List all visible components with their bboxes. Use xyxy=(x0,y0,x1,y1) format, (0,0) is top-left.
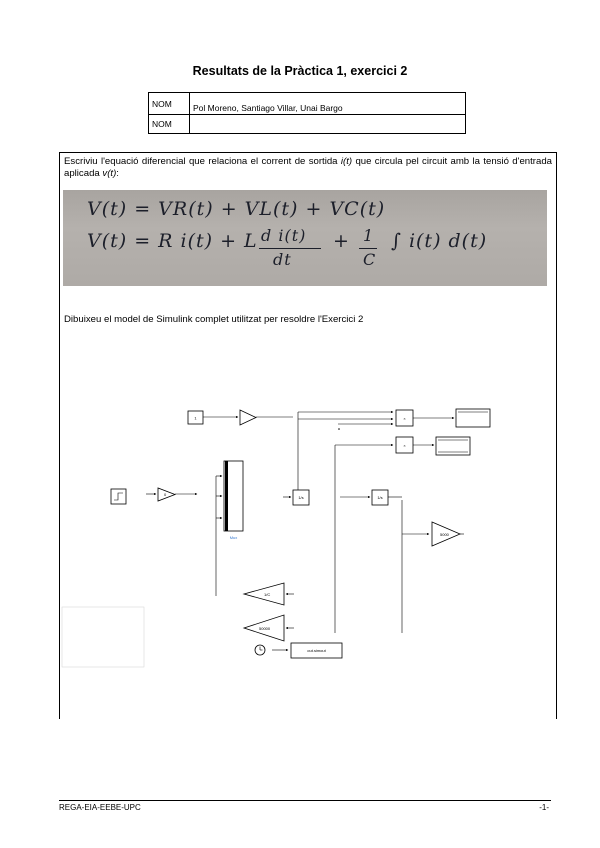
gain-left2-value: 50000 xyxy=(259,626,271,631)
footer-left: REGA-EIA-EEBE-UPC xyxy=(59,803,141,812)
gain-left1-value: 1/C xyxy=(264,592,271,597)
to-workspace-label: out.simout xyxy=(307,648,326,653)
svg-text:×: × xyxy=(403,443,406,448)
footer-divider xyxy=(59,800,551,801)
handwritten-line-1: V(t) = VR(t) + VL(t) + VC(t) xyxy=(87,198,386,220)
table-row xyxy=(149,93,466,115)
handwritten-plus: + xyxy=(333,230,350,252)
handwritten-fraction2-num: 1 xyxy=(363,226,375,245)
question-1-text: Escriviu l'equació diferencial que relaciona el corrent de sortida i(t) que circula pel circuit amb la tensió d'entrada aplicada v(t): xyxy=(64,156,553,179)
name-label: NOM xyxy=(149,115,190,134)
mux-label: Mux xyxy=(229,535,238,540)
step-gain-value: 0 xyxy=(164,492,167,497)
name-value: Pol Moreno, Santiago Villar, Unai Bargo xyxy=(190,93,466,115)
variable-i: i(t) xyxy=(340,156,353,167)
gain-block[interactable] xyxy=(240,410,256,425)
handwritten-fraction2-den: C xyxy=(363,250,377,269)
svg-text:×: × xyxy=(403,416,406,421)
page-number: -1- xyxy=(539,803,549,812)
simulink-diagram xyxy=(60,153,556,719)
names-table xyxy=(148,92,466,134)
table-row xyxy=(149,115,466,134)
name-label: NOM xyxy=(149,93,190,115)
name-value xyxy=(190,115,466,134)
integrator-1-label: 1/s xyxy=(298,495,304,500)
variable-v: v(t) xyxy=(102,168,117,179)
faint-frame xyxy=(62,607,144,667)
handwritten-fraction-num: d i(t) xyxy=(261,226,307,245)
handwritten-line-2: V(t) = R i(t) + L xyxy=(87,230,258,252)
handwritten-integral: ∫ i(t) d(t) xyxy=(391,230,488,252)
step-block[interactable] xyxy=(111,489,126,504)
handwritten-fraction-den: dt xyxy=(273,250,292,269)
gain-block[interactable] xyxy=(158,488,175,501)
gain-right-value: 5000 xyxy=(440,532,449,537)
constant-value: 1 xyxy=(194,415,197,421)
integrator-2-label: 1/s xyxy=(377,495,383,500)
junction-dot xyxy=(338,428,340,430)
answer-box xyxy=(59,152,557,719)
page-title: Resultats de la Pràctica 1, exercici 2 xyxy=(192,64,408,78)
question-2-text: Dibuixeu el model de Simulink complet utilitzat per resoldre l'Exercici 2 xyxy=(64,314,364,325)
